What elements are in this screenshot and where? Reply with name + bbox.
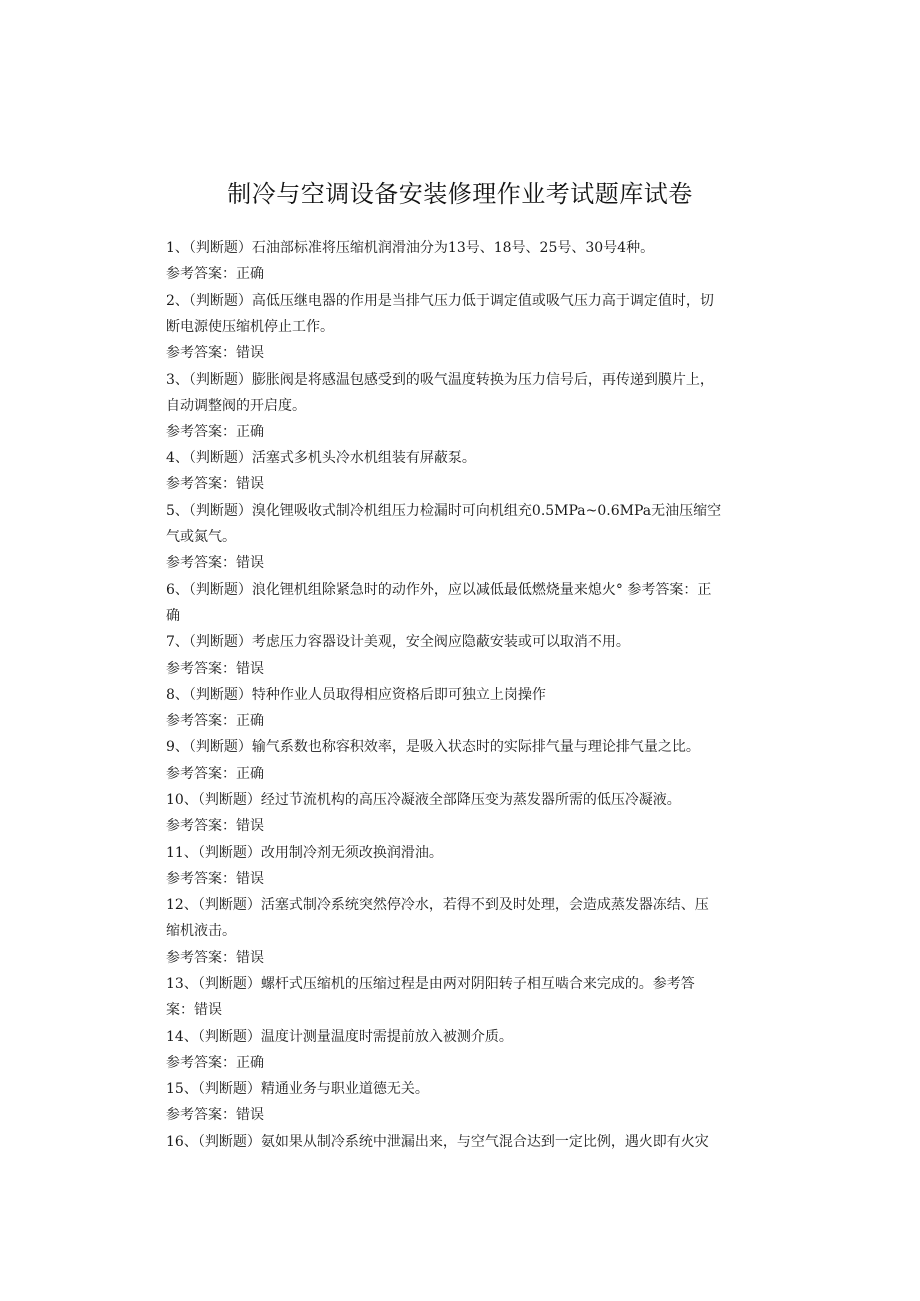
question-line: 3、（判断题）膨胀阀是将感温包感受到的吸气温度转换为压力信号后，再传递到膜片上， <box>166 372 714 388</box>
question-line: 确 <box>166 608 180 624</box>
answer-line: 参考答案：正确 <box>166 1055 264 1071</box>
document-title: 制冷与空调设备安装修理作业考试题库试卷 <box>227 180 693 208</box>
question-line: 13、（判断题）螺杆式压缩机的压缩过程是由两对阴阳转子相互啮合来完成的。参考答 <box>166 976 695 992</box>
answer-line: 参考答案：正确 <box>166 766 264 782</box>
question-line: 9、（判断题）输气系数也称容积效率，是吸入状态时的实际排气量与理论排气量之比。 <box>166 739 700 755</box>
answer-line: 参考答案：错误 <box>166 661 264 677</box>
question-line: 自动调整阀的开启度。 <box>166 398 306 414</box>
question-line: 8、（判断题）特种作业人员取得相应资格后即可独立上岗操作 <box>166 687 546 703</box>
answer-line: 参考答案：错误 <box>166 818 264 834</box>
answer-line: 参考答案：错误 <box>166 476 264 492</box>
question-line: 4、（判断题）活塞式多机头冷水机组装有屏蔽泵。 <box>166 450 476 466</box>
question-line: 气或氮气。 <box>166 529 236 545</box>
answer-line: 参考答案：错误 <box>166 871 264 887</box>
question-line: 15、（判断题）精通业务与职业道德无关。 <box>166 1081 429 1097</box>
question-line: 案：错误 <box>166 1002 222 1018</box>
question-line: 12、（判断题）活塞式制冷系统突然停冷水，若得不到及时处理，会造成蒸发器冻结、压 <box>166 897 709 913</box>
answer-line: 参考答案：错误 <box>166 555 264 571</box>
question-line: 5、（判断题）溴化锂吸收式制冷机组压力检漏时可向机组充0.5MPa~0.6MPa无油压缩空 <box>166 503 722 519</box>
question-line: 10、（判断题）经过节流机构的高压冷凝液全部降压变为蒸发器所需的低压冷凝液。 <box>166 792 681 808</box>
question-line: 2、（判断题）高低压继电器的作用是当排气压力低于调定值或吸气压力高于调定值时，切 <box>166 293 714 309</box>
question-line: 16、（判断题）氨如果从制冷系统中泄漏出来，与空气混合达到一定比例，遇火即有火灾 <box>166 1134 709 1150</box>
answer-line: 参考答案：错误 <box>166 1107 264 1123</box>
question-line: 11、（判断题）改用制冷剂无须改换润滑油。 <box>166 845 443 861</box>
question-line: 6、（判断题）浪化锂机组除紧急时的动作外，应以减低最低燃烧量来熄火° 参考答案：正 <box>166 582 712 598</box>
answer-line: 参考答案：正确 <box>166 424 264 440</box>
question-line: 缩机液击。 <box>166 923 236 939</box>
question-line: 1、（判断题）石油部标准将压缩机润滑油分为13号、18号、25号、30号4种。 <box>166 240 655 256</box>
question-line: 7、（判断题）考虑压力容器设计美观，安全阀应隐蔽安装或可以取消不用。 <box>166 634 630 650</box>
answer-line: 参考答案：错误 <box>166 950 264 966</box>
answer-line: 参考答案：正确 <box>166 266 264 282</box>
question-line: 14、（判断题）温度计测量温度时需提前放入被测介质。 <box>166 1029 513 1045</box>
answer-line: 参考答案：错误 <box>166 345 264 361</box>
answer-line: 参考答案：正确 <box>166 713 264 729</box>
question-line: 断电源使压缩机停止工作。 <box>166 319 334 335</box>
